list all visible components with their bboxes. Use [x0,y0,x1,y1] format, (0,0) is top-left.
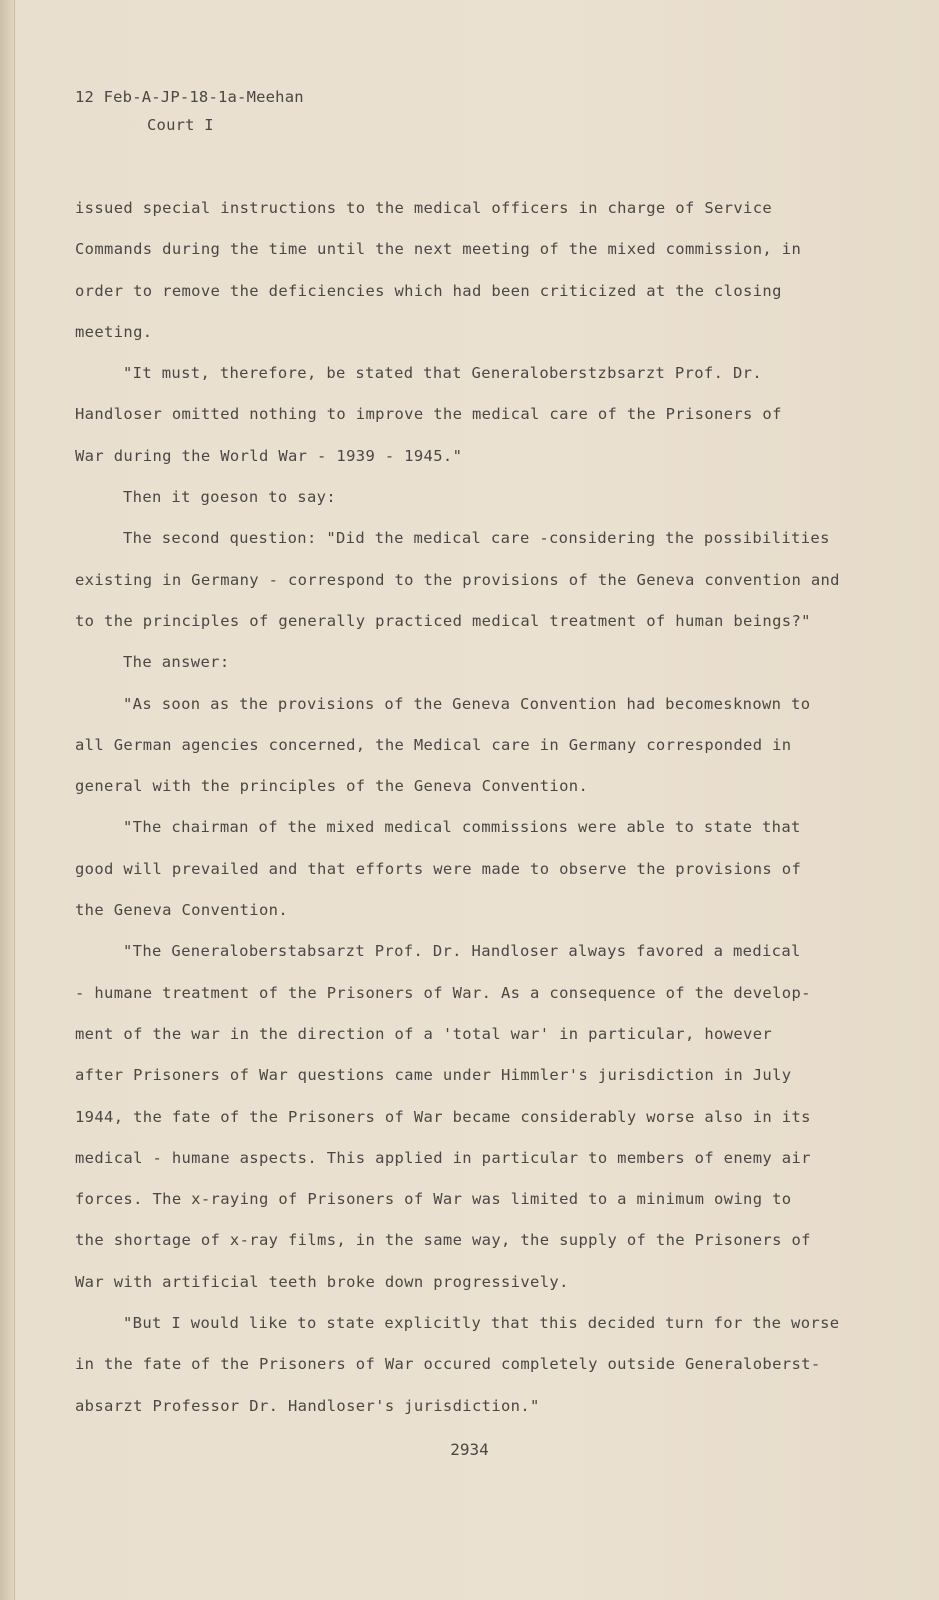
transcript-line: existing in Germany - correspond to the provisions of the Geneva convention and [75,570,840,589]
transcript-line: The answer: [123,653,230,672]
page-binding-edge [0,0,15,1600]
transcript-line: absarzt Professor Dr. Handloser's jurisdiction." [75,1396,540,1415]
document-header [75,88,304,134]
transcript-line: Then it goeson to say: [123,488,336,507]
transcript-line: War with artificial teeth broke down progressively. [75,1272,569,1291]
transcript-line: 1944, the fate of the Prisoners of War became considerably worse also in its [75,1107,811,1126]
transcript-line: "As soon as the provisions of the Geneva Convention had becomesknown to [123,694,811,713]
transcript-line: the shortage of x-ray films, in the same way, the supply of the Prisoners of [75,1231,811,1250]
transcript-line: after Prisoners of War questions came under Himmler's jurisdiction in July [75,1066,792,1085]
transcript-line: forces. The x-raying of Prisoners of War was limited to a minimum owing to [75,1190,792,1209]
transcript-line: The second question: "Did the medical care -considering the possibilities [123,529,830,548]
transcript-body [75,188,875,1427]
transcript-line: order to remove the deficiencies which had been criticized at the closing [75,281,782,300]
transcript-line: all German agencies concerned, the Medical care in Germany corresponded in [75,735,792,754]
transcript-line: the Geneva Convention. [75,901,288,920]
transcript-line: ment of the war in the direction of a 'total war' in particular, however [75,1024,773,1043]
transcript-line: medical - humane aspects. This applied in particular to members of enemy air [75,1148,811,1167]
transcript-line: War during the World War - 1939 - 1945." [75,446,463,465]
transcript-line: Handloser omitted nothing to improve the medical care of the Prisoners of [75,405,782,424]
transcript-line: meeting. [75,322,153,341]
page-number: 2934 [450,1440,489,1459]
transcript-line: - humane treatment of the Prisoners of War. As a consequence of the develop- [75,983,811,1002]
transcript-line: to the principles of generally practiced medical treatment of human beings?" [75,611,811,630]
transcript-line: "But I would like to state explicitly that this decided turn for the worse [123,1314,840,1333]
transcript-line: issued special instructions to the medical officers in charge of Service [75,199,773,217]
transcript-line: "The Generaloberstabsarzt Prof. Dr. Handloser always favored a medical [123,942,801,961]
file-reference: 12 Feb-A-JP-18-1a-Meehan [75,88,304,106]
transcript-line: general with the principles of the Geneva Convention. [75,777,589,796]
transcript-line: "It must, therefore, be stated that Generaloberstzbsarzt Prof. Dr. [123,364,762,383]
transcript-line: in the fate of the Prisoners of War occured completely outside Generaloberst- [75,1355,821,1374]
transcript-line: "The chairman of the mixed medical commissions were able to state that [123,818,801,837]
transcript-line: good will prevailed and that efforts were made to observe the provisions of [75,859,802,878]
transcript-line: Commands during the time until the next meeting of the mixed commission, in [75,240,802,259]
court-label: Court I [147,116,214,134]
